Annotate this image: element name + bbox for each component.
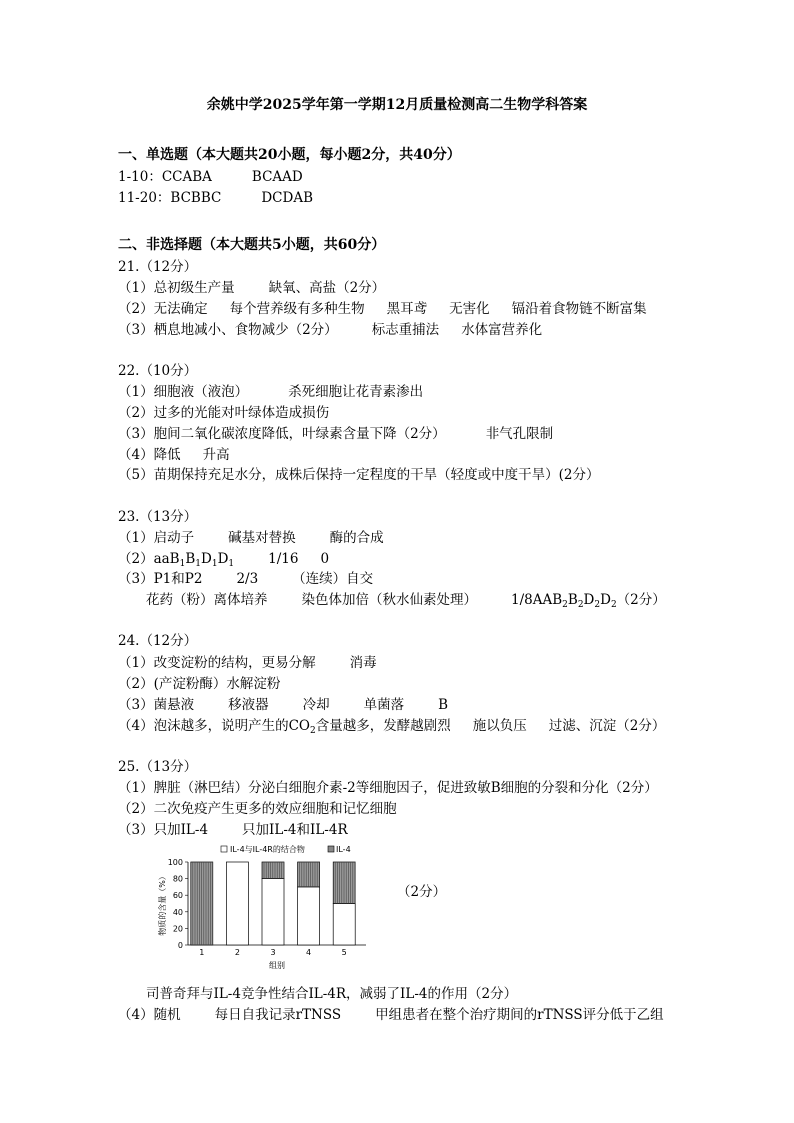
bar-2-complex bbox=[226, 862, 248, 945]
q24-line2: （2）(产淀粉酶）水解淀粉 bbox=[118, 676, 281, 692]
stacked-bar-chart bbox=[156, 842, 371, 972]
y-axis-label: 物质的含量（%） bbox=[158, 872, 167, 936]
y-tick-label: 100 bbox=[167, 858, 183, 867]
q23-line2: $(2)aaB_1B_1D_1D_1$ 1/16 0 bbox=[118, 551, 330, 569]
q25-heading: 25.（13分） bbox=[118, 759, 198, 775]
section1-heading: 一、单选题（本大题共20小题，每小题2分，共40分） bbox=[118, 147, 461, 163]
legend-label-il4: IL-4 bbox=[336, 845, 351, 854]
legend-label-complex: IL-4与IL-4R的结合物 bbox=[230, 845, 305, 854]
x-tick-label: 5 bbox=[341, 948, 347, 957]
q21-line3: （3）栖息地减小、食物减少（2分） 标志重捕法 水体富营养化 bbox=[118, 322, 543, 338]
q23-line4: 花药（粉）离体培养 染色体加倍（秋水仙素处理） $1/8AAB_2B_2D_2D_2(2$分） bbox=[146, 592, 666, 610]
q21-heading: 21.（12分） bbox=[118, 259, 198, 275]
q25-chart-score: （2分） bbox=[397, 884, 447, 900]
q25-line3: （3）只加IL-4 只加IL-4和IL-4R bbox=[118, 822, 348, 838]
q25-line1: （1）脾脏（淋巴结）分泌白细胞介素-2等细胞因子，促进致敏B细胞的分裂和分化（2分） bbox=[118, 780, 658, 796]
x-tick-label: 3 bbox=[270, 948, 276, 957]
q23-line3: （3）P1和P2 2/3 （连续）自交 bbox=[118, 571, 374, 587]
page-title: 余姚中学2025学年第一学期12月质量检测高二生物学科答案 bbox=[206, 97, 588, 113]
legend-swatch-complex bbox=[221, 846, 227, 852]
legend-swatch-il4 bbox=[328, 846, 334, 852]
x-tick-label: 4 bbox=[306, 948, 312, 957]
q23-line1: （1）启动子 碱基对替换 酶的合成 bbox=[118, 530, 384, 546]
x-tick-label: 2 bbox=[234, 948, 240, 957]
q22-line4: （4）降低 升高 bbox=[118, 447, 230, 463]
q22-line2: （2）过多的光能对叶绿体造成损伤 bbox=[118, 405, 330, 421]
q25-line2: （2）二次免疫产生更多的效应细胞和记忆细胞 bbox=[118, 801, 397, 817]
q23-heading: 23.（13分） bbox=[118, 509, 198, 525]
answer-row-2: 11-20：BCBBC DCDAB bbox=[118, 190, 313, 206]
section2-heading: 二、非选择题（本大题共5小题，共60分） bbox=[118, 237, 386, 253]
bar-5-complex bbox=[333, 904, 355, 946]
y-tick-label: 20 bbox=[172, 924, 183, 934]
q25-line4: 司普奇拜与IL-4竞争性结合IL-4R，减弱了IL-4的作用（2分） bbox=[146, 986, 518, 1002]
bar-3-complex bbox=[262, 879, 284, 945]
q24-line4: （4）泡沫越多，说明产生的$CO_2$含量越多，发酵越剧烈 施以负压 过滤、沉淀（2分） bbox=[118, 718, 666, 736]
q22-line3: （3）胞间二氧化碳浓度降低，叶绿素含量下降（2分） 非气孔限制 bbox=[118, 426, 554, 442]
x-tick-label: 1 bbox=[199, 948, 205, 957]
q24-line1: （1）改变淀粉的结构，更易分解 消毒 bbox=[118, 655, 377, 671]
y-tick-label: 60 bbox=[172, 891, 183, 901]
q21-line1: （1）总初级生产量 缺氧、高盐（2分） bbox=[118, 280, 386, 296]
q24-heading: 24.（12分） bbox=[118, 633, 198, 649]
q22-heading: 22.（10分） bbox=[118, 363, 198, 379]
x-axis-label: 组别 bbox=[269, 961, 285, 970]
q22-line1: （1）细胞液（液泡） 杀死细胞让花青素渗出 bbox=[118, 384, 424, 400]
answer-row-1: 1-10：CCABA BCAAD bbox=[118, 169, 303, 185]
q21-line2: （2）无法确定 每个营养级有多种生物 黑耳鸢 无害化 镉沿着食物链不断富集 bbox=[118, 301, 647, 317]
bar-4-complex bbox=[298, 887, 320, 945]
y-tick-label: 0 bbox=[177, 941, 183, 950]
q25-line5: （4）随机 每日自我记录rTNSS 甲组患者在整个治疗期间的rTNSS评分低于乙组 bbox=[118, 1007, 664, 1023]
y-tick-label: 40 bbox=[172, 907, 183, 917]
q24-line3: （3）菌悬液 移液器 冷却 单菌落 B bbox=[118, 697, 449, 713]
q22-line5: （5）苗期保持充足水分，成株后保持一定程度的干旱（轻度或中度干旱）(2分） bbox=[118, 467, 600, 483]
y-tick-label: 80 bbox=[172, 874, 183, 884]
